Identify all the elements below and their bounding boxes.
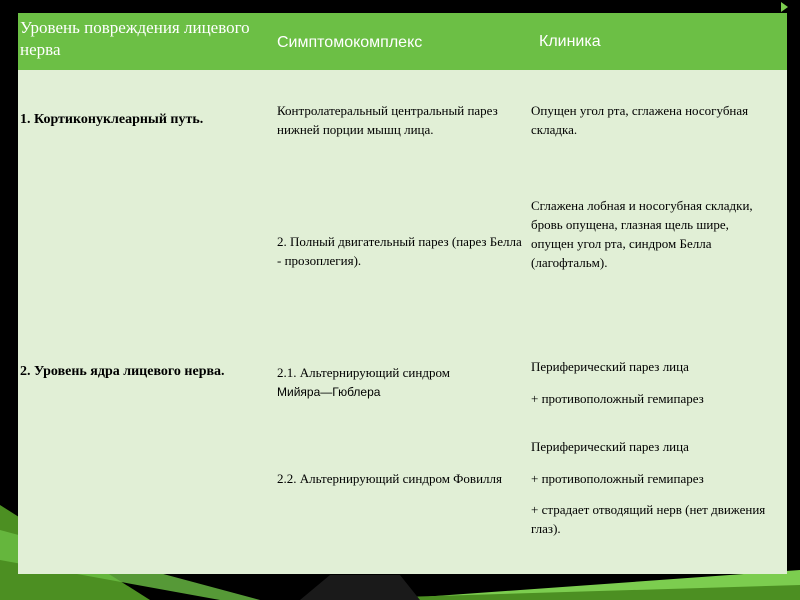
clinic-hemiparesis: + противоположный гемипарез (531, 391, 704, 406)
symptom-table (18, 13, 787, 574)
header-lesion-level: Уровень повреждения лицевого нерва (20, 18, 250, 59)
clinic-bell-signs: Сглажена лобная и носогубная складки, бровь опущена, глазная щель шире, опущен угол рта, синдром Белла (лагофтальм). (531, 198, 753, 270)
symptom-bell-palsy: 2. Полный двигательный парез (парез Белла - прозоплегия). (277, 234, 522, 268)
level-nucleus (20, 364, 225, 380)
clinic-peripheral-paresis: Периферический парез лица (531, 439, 689, 454)
symptom-title: 2.1. Альтернирующий синдром (277, 365, 450, 380)
level-corticonuclear (20, 112, 203, 128)
clinic-peripheral-paresis: Периферический парез лица (531, 359, 689, 374)
level-number: 1. (20, 112, 31, 127)
level-label: Уровень ядра лицевого нерва. (30, 364, 225, 379)
clinic-mouth-corner: Опущен угол рта, сглажена носогубная складка. (531, 103, 749, 137)
decor-dark-triangle (300, 575, 420, 600)
clinic-hemiparesis: + противоположный гемипарез (531, 471, 704, 486)
slide-nav-marker-icon (781, 2, 788, 12)
symptom-central-paresis: Контролатеральный центральный парез нижней порции мышц лица. (277, 103, 498, 137)
symptom-foville: 2.2. Альтернирующий синдром Фовилля (277, 471, 502, 486)
level-label: Кортиконуклеарный путь. (30, 112, 204, 127)
symptom-millard-gubler (277, 363, 527, 402)
level-number: 2. (20, 364, 31, 379)
symptom-eponym: Мийяра—Гюблера (277, 385, 381, 399)
header-clinic: Клиника (539, 33, 601, 50)
clinic-abducens-nerve: + страдает отводящий нерв (нет движения глаз). (531, 502, 766, 536)
header-symptom-complex: Симптомокомплекс (277, 34, 423, 51)
